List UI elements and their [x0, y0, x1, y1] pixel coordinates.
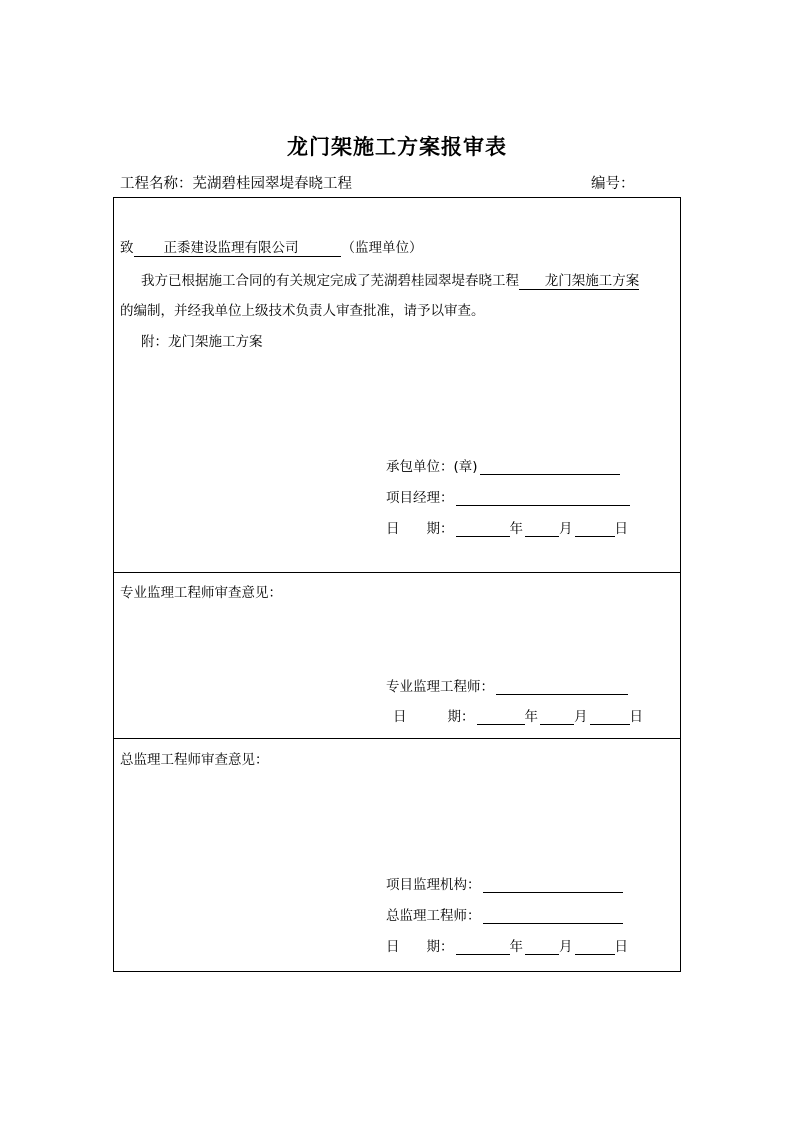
body-line-2: 的编制，并经我单位上级技术负责人审查批准，请予以审查。 — [120, 303, 485, 319]
day-blank — [575, 521, 615, 537]
project-name-line — [120, 172, 352, 193]
project-label: 工程名称： — [120, 176, 193, 192]
day-label: 日 — [614, 521, 628, 537]
form-title: 龙门架施工方案报审表 — [287, 134, 507, 159]
month-blank — [525, 521, 559, 537]
supervision-org-field — [386, 873, 623, 893]
day-label: 日 — [614, 939, 628, 955]
date-field-3 — [386, 935, 628, 955]
day-blank — [590, 709, 630, 725]
day-blank — [575, 939, 615, 955]
number-label: 编号： — [591, 176, 635, 192]
manager-field — [386, 486, 630, 506]
date-field-1 — [386, 517, 628, 537]
date-field-2 — [393, 705, 643, 725]
year-blank — [456, 939, 510, 955]
month-blank — [540, 709, 574, 725]
plan-name: 龙门架施工方案 — [544, 273, 640, 289]
date-label-day: 日 — [386, 521, 400, 537]
manager-blank — [456, 490, 630, 506]
year-label: 年 — [509, 939, 523, 955]
month-label: 月 — [574, 709, 588, 725]
year-label: 年 — [524, 709, 538, 725]
date-label-period: 期： — [426, 521, 454, 537]
supervisor-name: 正黍建设监理有限公司 — [163, 240, 299, 256]
specialist-heading: 专业监理工程师审查意见： — [120, 585, 282, 601]
body-text-1: 我方已根据施工合同的有关规定完成了芜湖碧桂园翠堤春晓工程 — [141, 273, 519, 289]
contractor-label: 承包单位：(章) — [386, 459, 478, 475]
body-line-1 — [141, 269, 639, 289]
date-label-period: 期： — [426, 939, 454, 955]
month-label: 月 — [559, 939, 573, 955]
date-label-period: 期： — [447, 709, 475, 725]
attachment-line: 附：龙门架施工方案 — [141, 334, 263, 350]
supervisor-name-field — [134, 240, 342, 257]
contractor-blank — [480, 459, 620, 475]
supervision-org-label: 项目监理机构： — [386, 877, 481, 893]
plan-name-field — [519, 273, 639, 290]
chief-heading: 总监理工程师审查意见： — [120, 752, 269, 768]
chief-engineer-label: 总监理工程师： — [386, 908, 481, 924]
chief-engineer-blank — [483, 908, 623, 924]
addressee-line — [120, 236, 422, 256]
month-blank — [525, 939, 559, 955]
manager-label: 项目经理： — [386, 490, 454, 506]
chief-engineer-field — [386, 904, 623, 924]
specialist-engineer-field — [386, 675, 628, 695]
project-name: 芜湖碧桂园翠堤春晓工程 — [192, 176, 352, 192]
supervision-org-blank — [483, 877, 623, 893]
day-label: 日 — [629, 709, 643, 725]
month-label: 月 — [559, 521, 573, 537]
specialist-engineer-blank — [496, 679, 628, 695]
year-label: 年 — [509, 521, 523, 537]
to-prefix: 致 — [120, 240, 134, 256]
contractor-field — [386, 455, 620, 475]
specialist-engineer-label: 专业监理工程师： — [386, 679, 494, 695]
year-blank — [456, 521, 510, 537]
year-blank — [477, 709, 525, 725]
date-label-day: 日 — [393, 709, 407, 725]
supervisor-suffix: （监理单位） — [341, 240, 423, 256]
date-label-day: 日 — [386, 939, 400, 955]
